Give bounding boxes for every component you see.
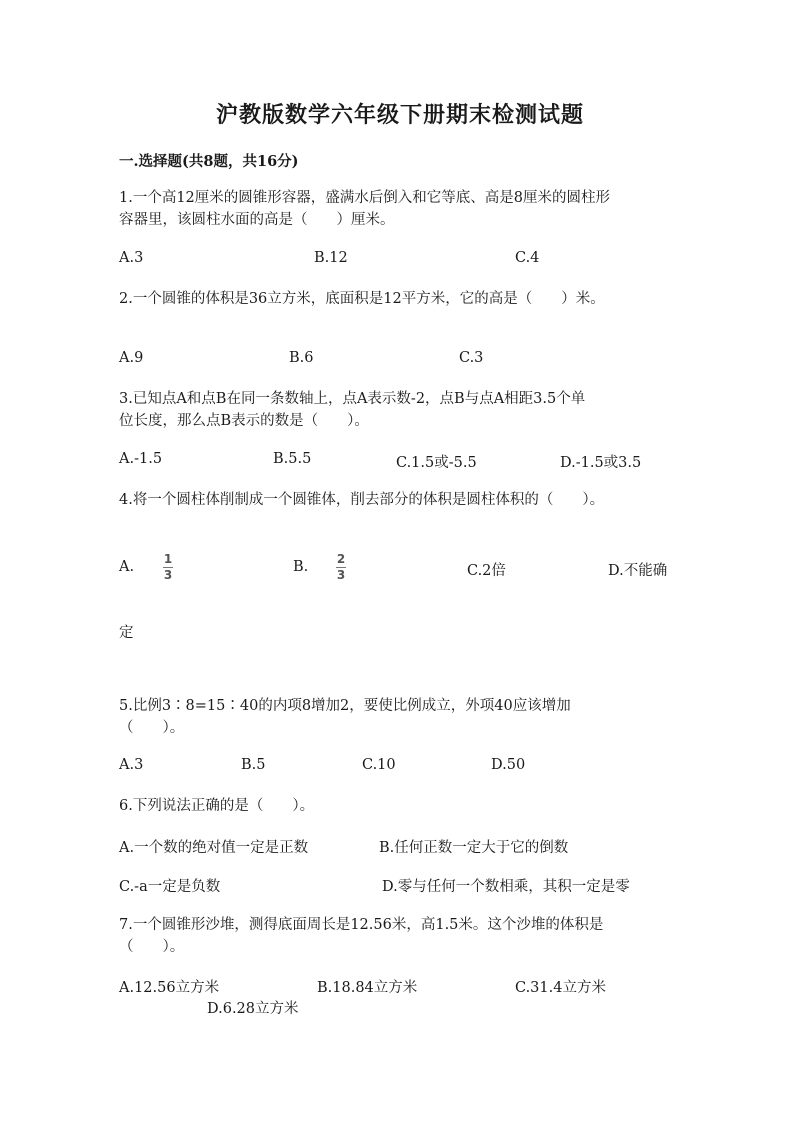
question-4-option-d: D.不能确: [608, 563, 668, 579]
question-4-option-c: C.2倍: [467, 563, 506, 579]
question-2-option-a: A.9: [119, 350, 144, 366]
question-6-option-a: A.一个数的绝对值一定是正数: [119, 840, 309, 856]
question-7-option-a: A.12.56立方米: [119, 980, 220, 996]
question-1-option-a: A.3: [119, 250, 144, 266]
question-3-option-b: B.5.5: [273, 451, 312, 467]
question-4-line-1: 4.将一个圆柱体削制成一个圆锥体，削去部分的体积是圆柱体积的（ ）。: [119, 492, 605, 508]
question-5-option-c: C.10: [362, 757, 396, 773]
question-7-option-b: B.18.84立方米: [317, 980, 418, 996]
question-4-fraction-a: [161, 553, 175, 582]
question-5-option-b: B.5: [241, 757, 266, 773]
question-6-option-b: B.任何正数一定大于它的倒数: [379, 840, 569, 856]
question-5-line-2: （ ）。: [119, 720, 185, 736]
question-2-line-1: 2.一个圆锥的体积是36立方米，底面积是12平方米，它的高是（ ）米。: [119, 291, 605, 307]
fraction-b-numerator: 2: [336, 552, 346, 566]
question-4-option-b: B.: [293, 559, 309, 575]
question-7-option-d: D.6.28立方米: [207, 1001, 299, 1017]
question-5-option-a: A.3: [119, 757, 144, 773]
question-6-option-d: D.零与任何一个数相乘，其积一定是零: [382, 879, 630, 895]
question-3-option-d: D.-1.5或3.5: [560, 455, 642, 471]
question-3-line-2: 位长度，那么点B表示的数是（ ）。: [119, 413, 369, 429]
fraction-a-numerator: 1: [163, 552, 173, 566]
page-title: 沪教版数学六年级下册期末检测试题: [215, 102, 584, 128]
question-4-option-d-wrap: 定: [119, 625, 134, 641]
question-1-option-b: B.12: [314, 250, 348, 266]
question-5-line-1: 5.比例3∶8=15∶40的内项8增加2，要使比例成立，外项40应该增加: [119, 698, 571, 714]
section-heading: 一.选择题(共8题，共16分): [119, 153, 299, 170]
question-2-option-b: B.6: [289, 350, 314, 366]
fraction-a-denominator: 3: [163, 568, 173, 582]
question-7-line-1: 7.一个圆锥形沙堆，测得底面周长是12.56米，高1.5米。这个沙堆的体积是: [119, 917, 604, 933]
question-6-option-c: C.-a一定是负数: [119, 879, 221, 895]
fraction-b-denominator: 3: [336, 568, 346, 582]
question-1-line-2: 容器里，该圆柱水面的高是（ ）厘米。: [119, 212, 395, 228]
question-1-option-c: C.4: [515, 250, 540, 266]
question-4-fraction-b: [334, 553, 348, 582]
question-5-option-d: D.50: [491, 757, 526, 773]
question-7-option-c: C.31.4立方米: [515, 980, 606, 996]
question-3-option-c: C.1.5或-5.5: [396, 455, 477, 471]
question-3-line-1: 3.已知点A和点B在同一条数轴上，点A表示数-2，点B与点A相距3.5个单: [119, 391, 586, 407]
question-2-option-c: C.3: [459, 350, 484, 366]
question-6-line-1: 6.下列说法正确的是（ ）。: [119, 798, 315, 814]
question-7-line-2: （ ）。: [119, 939, 185, 955]
question-1-line-1: 1.一个高12厘米的圆锥形容器，盛满水后倒入和它等底、高是8厘米的圆柱形: [119, 190, 611, 206]
question-4-option-a: A.: [119, 559, 135, 575]
question-3-option-a: A.-1.5: [119, 451, 163, 467]
